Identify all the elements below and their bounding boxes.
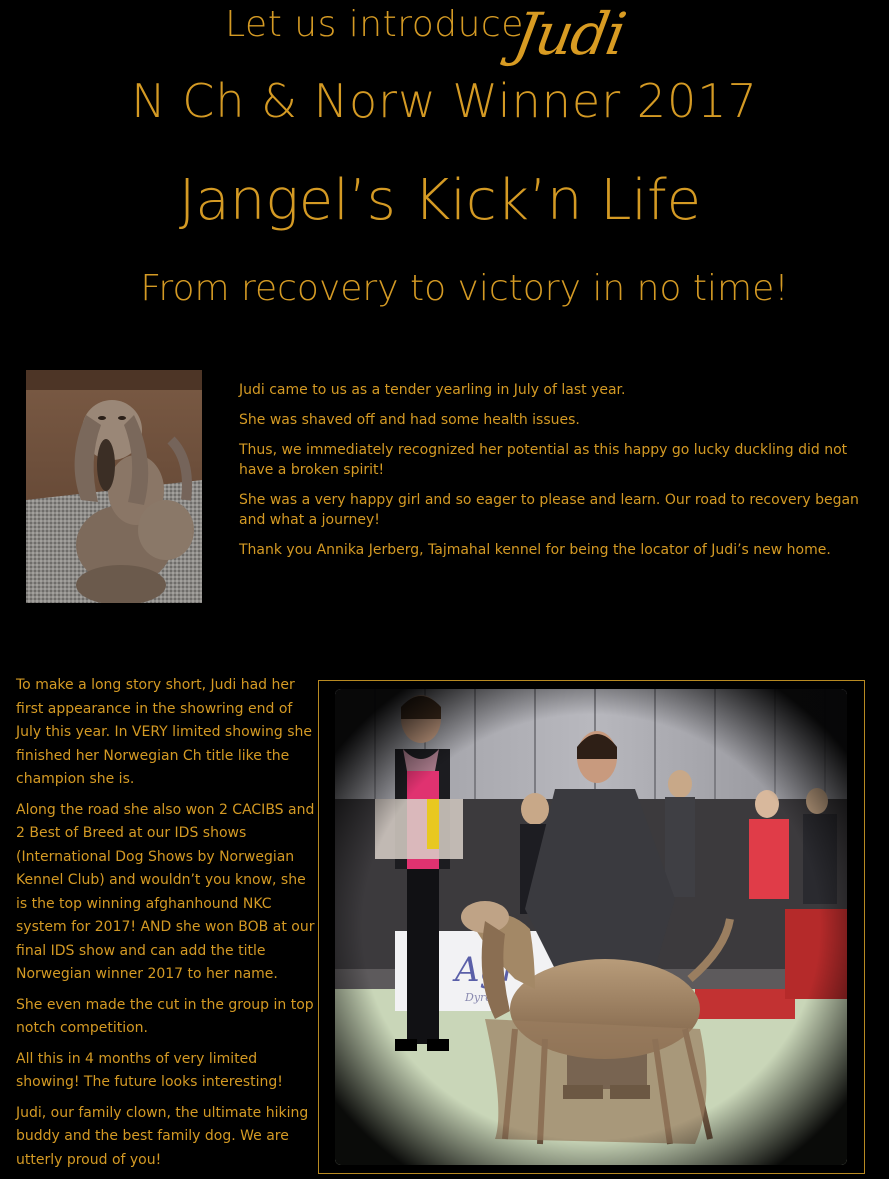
story-paragraph: To make a long story short, Judi had her first appearance in the showring end of July this year. In VERY limited showing she finished her Norwegian Ch title like the champion she is.	[16, 677, 312, 787]
dog-show-photo	[335, 689, 847, 1165]
intro-paragraph: She was shaved off and had some health issues.	[239, 412, 580, 428]
intro-heading	[0, 4, 889, 45]
titles-heading: N Ch & Norw Winner 2017	[131, 74, 758, 128]
intro-paragraph: Thank you Annika Jerberg, Tajmahal kennel for being the locator of Judi’s new home.	[239, 542, 831, 558]
intro-paragraph: She was a very happy girl and so eager to please and learn. Our road to recovery began and what a journey!	[239, 492, 859, 528]
intro-text-block	[239, 380, 869, 570]
story-text-block	[16, 674, 316, 1179]
intro-paragraph: Judi came to us as a tender yearling in July of last year.	[239, 382, 626, 398]
story-paragraph: Judi, our family clown, the ultimate hiking buddy and the best family dog. We are utterly proud of you!	[16, 1104, 309, 1168]
dog-name-script: Judi	[509, 0, 630, 68]
tagline-heading: From recovery to victory in no time!	[140, 268, 789, 309]
intro-paragraph: Thus, we immediately recognized her potential as this happy go lucky duckling did not have a broken spirit!	[239, 442, 848, 478]
yearling-dog-photo	[26, 370, 202, 603]
dog-show-photo-frame	[318, 680, 865, 1174]
intro-heading-text: Let us introduce	[225, 4, 524, 45]
story-paragraph: Along the road she also won 2 CACIBS and 2 Best of Breed at our IDS shows (International Dog Shows by Norwegian Kennel Club) and wouldn’t you know, she is the top winning afghanhound NKC system for 2017! AND she won BOB at our final IDS show and can add the title Norwegian winner 2017 to her name.	[16, 801, 315, 982]
story-paragraph: She even made the cut in the group in top notch competition.	[16, 996, 314, 1036]
registered-name-heading: Jangel’s Kick’n Life	[178, 168, 702, 233]
story-paragraph: All this in 4 months of very limited showing! The future looks interesting!	[16, 1050, 283, 1090]
